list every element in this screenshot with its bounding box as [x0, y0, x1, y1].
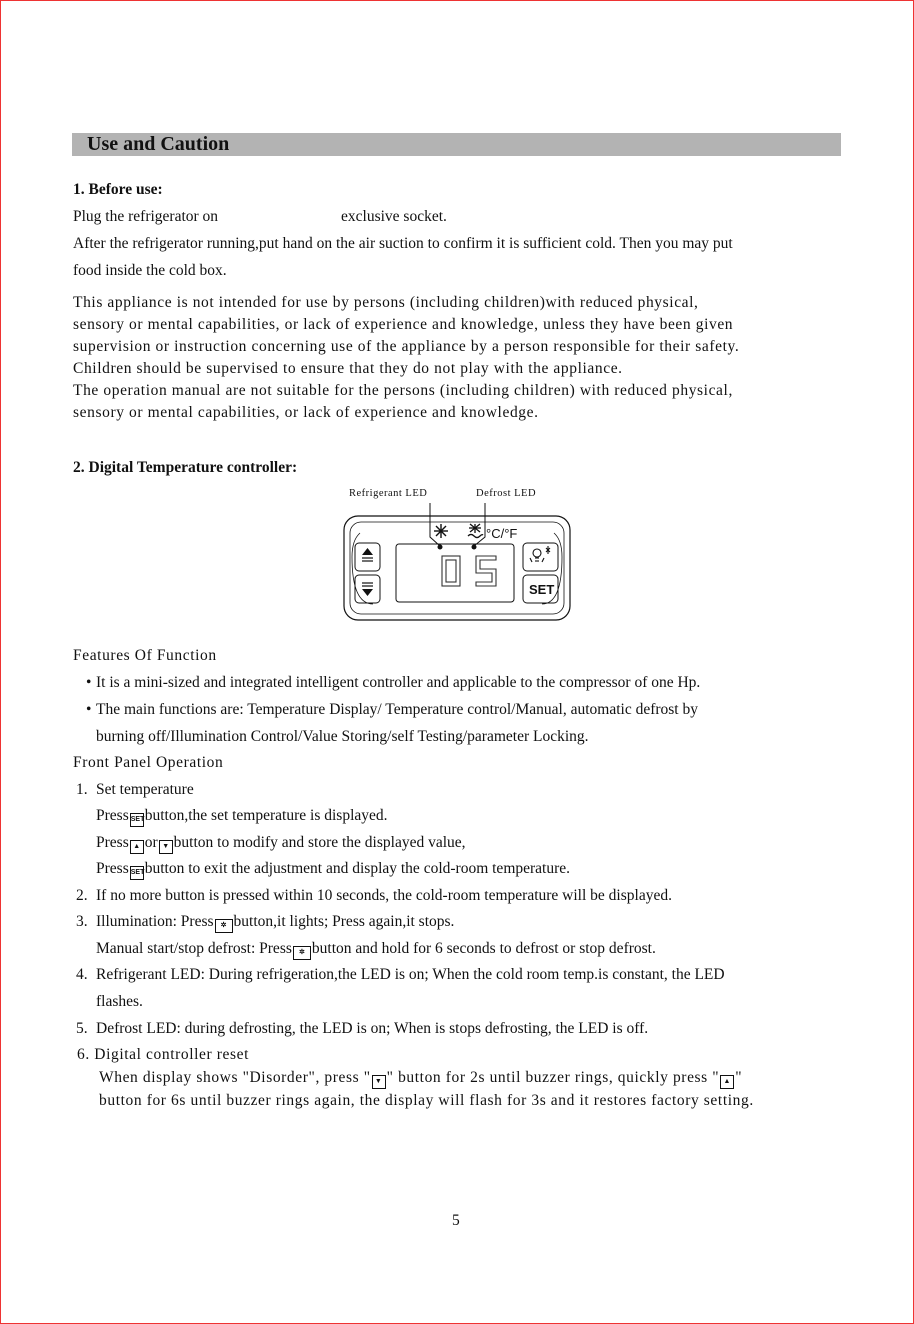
- up-arrow-icon: ▲: [720, 1075, 734, 1089]
- before-use-heading: 1. Before use:: [73, 181, 163, 198]
- set-button-label: SET: [529, 582, 555, 597]
- press-word: Press: [96, 860, 129, 877]
- features-bullet2b: burning off/Illumination Control/Value Storing/self Testing/parameter Locking.: [96, 728, 589, 745]
- before-use-line1b: exclusive socket.: [341, 208, 447, 225]
- down-arrow-icon: ▼: [372, 1075, 386, 1089]
- warning-line: sensory or mental capabilities, or lack of experience and knowledge.: [73, 404, 539, 421]
- warning-line: The operation manual are not suitable for the persons (including children) with reduced physical,: [73, 382, 733, 399]
- step-number: 2.: [76, 887, 88, 904]
- step-number: 5.: [76, 1020, 88, 1037]
- controller-heading: 2. Digital Temperature controller:: [73, 459, 298, 476]
- step1-title: Set temperature: [96, 781, 194, 798]
- step6-text-b: " button for 2s until buzzer rings, quickly press ": [386, 1069, 720, 1086]
- step5-text: Defrost LED: during defrosting, the LED is on; When is stops defrosting, the LED is off.: [96, 1020, 649, 1037]
- page-number: 5: [452, 1212, 460, 1229]
- refrigerant-led-label: Refrigerant LED: [349, 488, 428, 499]
- before-use-line1a: Plug the refrigerator on: [73, 208, 219, 225]
- unit-indicator: °C/°F: [486, 526, 518, 541]
- before-use-line3: food inside the cold box.: [73, 262, 227, 279]
- step6-text-a: When display shows "Disorder", press ": [99, 1069, 371, 1086]
- step3-text: Illumination: Press: [96, 913, 214, 930]
- step3b: [96, 939, 656, 960]
- step6-text-d: button for 6s until buzzer rings again, the display will flash for 3s and it restores factory setting.: [99, 1092, 754, 1109]
- step1b: [96, 833, 466, 854]
- up-arrow-icon: ▲: [130, 840, 144, 854]
- front-panel-heading: Front Panel Operation: [73, 754, 224, 771]
- step1b-text: button to modify and store the displayed value,: [173, 834, 466, 851]
- step-number: 1.: [76, 781, 88, 798]
- bullet-dot: •: [86, 674, 92, 691]
- step3-manual-text-b: button and hold for 6 seconds to defrost or stop defrost.: [311, 940, 656, 957]
- step6-text-c: ": [735, 1069, 743, 1086]
- defrost-led-label: Defrost LED: [476, 488, 537, 499]
- step3-text-b: button,it lights; Press again,it stops.: [233, 913, 455, 930]
- set-icon: SET: [130, 866, 144, 880]
- step-number: 3.: [76, 913, 88, 930]
- features-heading: Features Of Function: [73, 647, 217, 664]
- step-number: 4.: [76, 966, 88, 983]
- features-bullet2a: The main functions are: Temperature Display/ Temperature control/Manual, automatic defrost by: [96, 701, 698, 718]
- step2-text: If no more button is pressed within 10 seconds, the cold-room temperature will be displayed.: [96, 887, 672, 904]
- warning-line: sensory or mental capabilities, or lack of experience and knowledge, unless they have been given: [73, 316, 734, 333]
- light-bulb-icon: ✲: [215, 919, 233, 933]
- step4-text: Refrigerant LED: During refrigeration,the LED is on; When the cold room temp.is constant, the LED: [96, 966, 725, 983]
- warning-line: This appliance is not intended for use by persons (including children)with reduced physical,: [73, 294, 699, 311]
- features-bullet1: It is a mini-sized and integrated intelligent controller and applicable to the compressor of one Hp.: [96, 674, 701, 691]
- warning-line: Children should be supervised to ensure that they do not play with the appliance.: [73, 360, 623, 377]
- section-title: Use and Caution: [87, 133, 230, 155]
- step1a: [96, 806, 388, 827]
- light-bulb-icon: ✲: [293, 946, 311, 960]
- or-word: or: [144, 834, 158, 851]
- step6a: [99, 1068, 742, 1089]
- step3-manual-text: Manual start/stop defrost: Press: [96, 940, 292, 957]
- set-icon: SET: [130, 813, 144, 827]
- step1c: [96, 859, 570, 880]
- before-use-line2: After the refrigerator running,put hand on the air suction to confirm it is sufficient cold. Then you may put: [73, 235, 733, 252]
- step1a-text: button,the set temperature is displayed.: [144, 807, 388, 824]
- down-arrow-icon: ▼: [159, 840, 173, 854]
- step1c-text: button to exit the adjustment and display the cold-room temperature.: [144, 860, 571, 877]
- step3a: [96, 912, 454, 933]
- press-word: Press: [96, 834, 129, 851]
- step6-title: 6. Digital controller reset: [77, 1046, 250, 1063]
- warning-line: supervision or instruction concerning use of the appliance by a person responsible for their safety.: [73, 338, 740, 355]
- step4-text-b: flashes.: [96, 993, 143, 1010]
- bullet-dot: •: [86, 701, 92, 718]
- press-word: Press: [96, 807, 129, 824]
